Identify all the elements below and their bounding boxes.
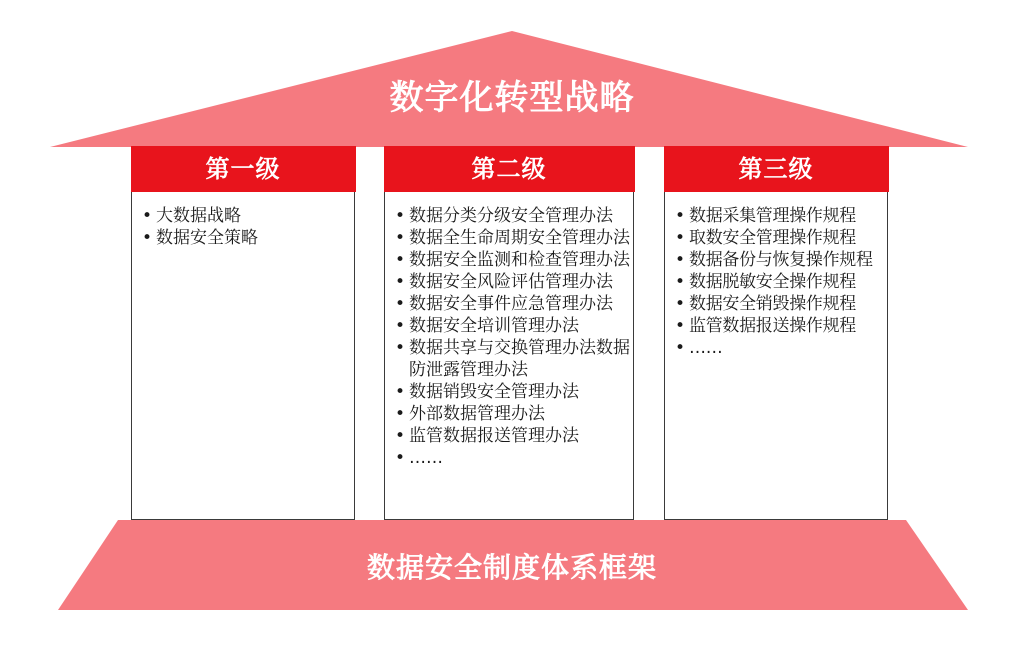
pillar-level-3-list: [673, 205, 887, 359]
list-item: • ……: [393, 447, 631, 469]
list-item: • 数据安全培训管理办法: [393, 315, 631, 337]
pillar-level-2-title: 第二级: [384, 146, 635, 192]
list-item: • ……: [673, 337, 887, 359]
list-item: • 数据安全风险评估管理办法: [393, 271, 631, 293]
list-item: • 数据安全事件应急管理办法: [393, 293, 631, 315]
pillar-level-1: [131, 146, 355, 520]
list-item: • 数据安全策略: [140, 227, 352, 249]
pillar-level-1-title: 第一级: [131, 146, 356, 192]
list-item: • 取数安全管理操作规程: [673, 227, 887, 249]
list-item: • 外部数据管理办法: [393, 403, 631, 425]
list-item: • 数据共享与交换管理办法数据防泄露管理办法: [393, 337, 631, 381]
list-item: • 数据脱敏安全操作规程: [673, 271, 887, 293]
list-item: • 数据全生命周期安全管理办法: [393, 227, 631, 249]
pillar-level-3: [664, 146, 888, 520]
pillar-level-2: [384, 146, 634, 520]
base-title: 数据安全制度体系框架: [366, 551, 657, 584]
list-item: • 数据采集管理操作规程: [673, 205, 887, 227]
list-item: • 数据分类分级安全管理办法: [393, 205, 631, 227]
roof-title: 数字化转型战略: [389, 78, 635, 118]
list-item: • 数据安全监测和检查管理办法: [393, 249, 631, 271]
list-item: • 数据销毁安全管理办法: [393, 381, 631, 403]
list-item: • 数据备份与恢复操作规程: [673, 249, 887, 271]
list-item: • 监管数据报送操作规程: [673, 315, 887, 337]
pillar-level-1-list: [140, 205, 352, 249]
list-item: • 监管数据报送管理办法: [393, 425, 631, 447]
pillar-level-3-title: 第三级: [664, 146, 889, 192]
list-item: • 数据安全销毁操作规程: [673, 293, 887, 315]
list-item: • 大数据战略: [140, 205, 352, 227]
pillar-level-2-list: [393, 205, 631, 469]
